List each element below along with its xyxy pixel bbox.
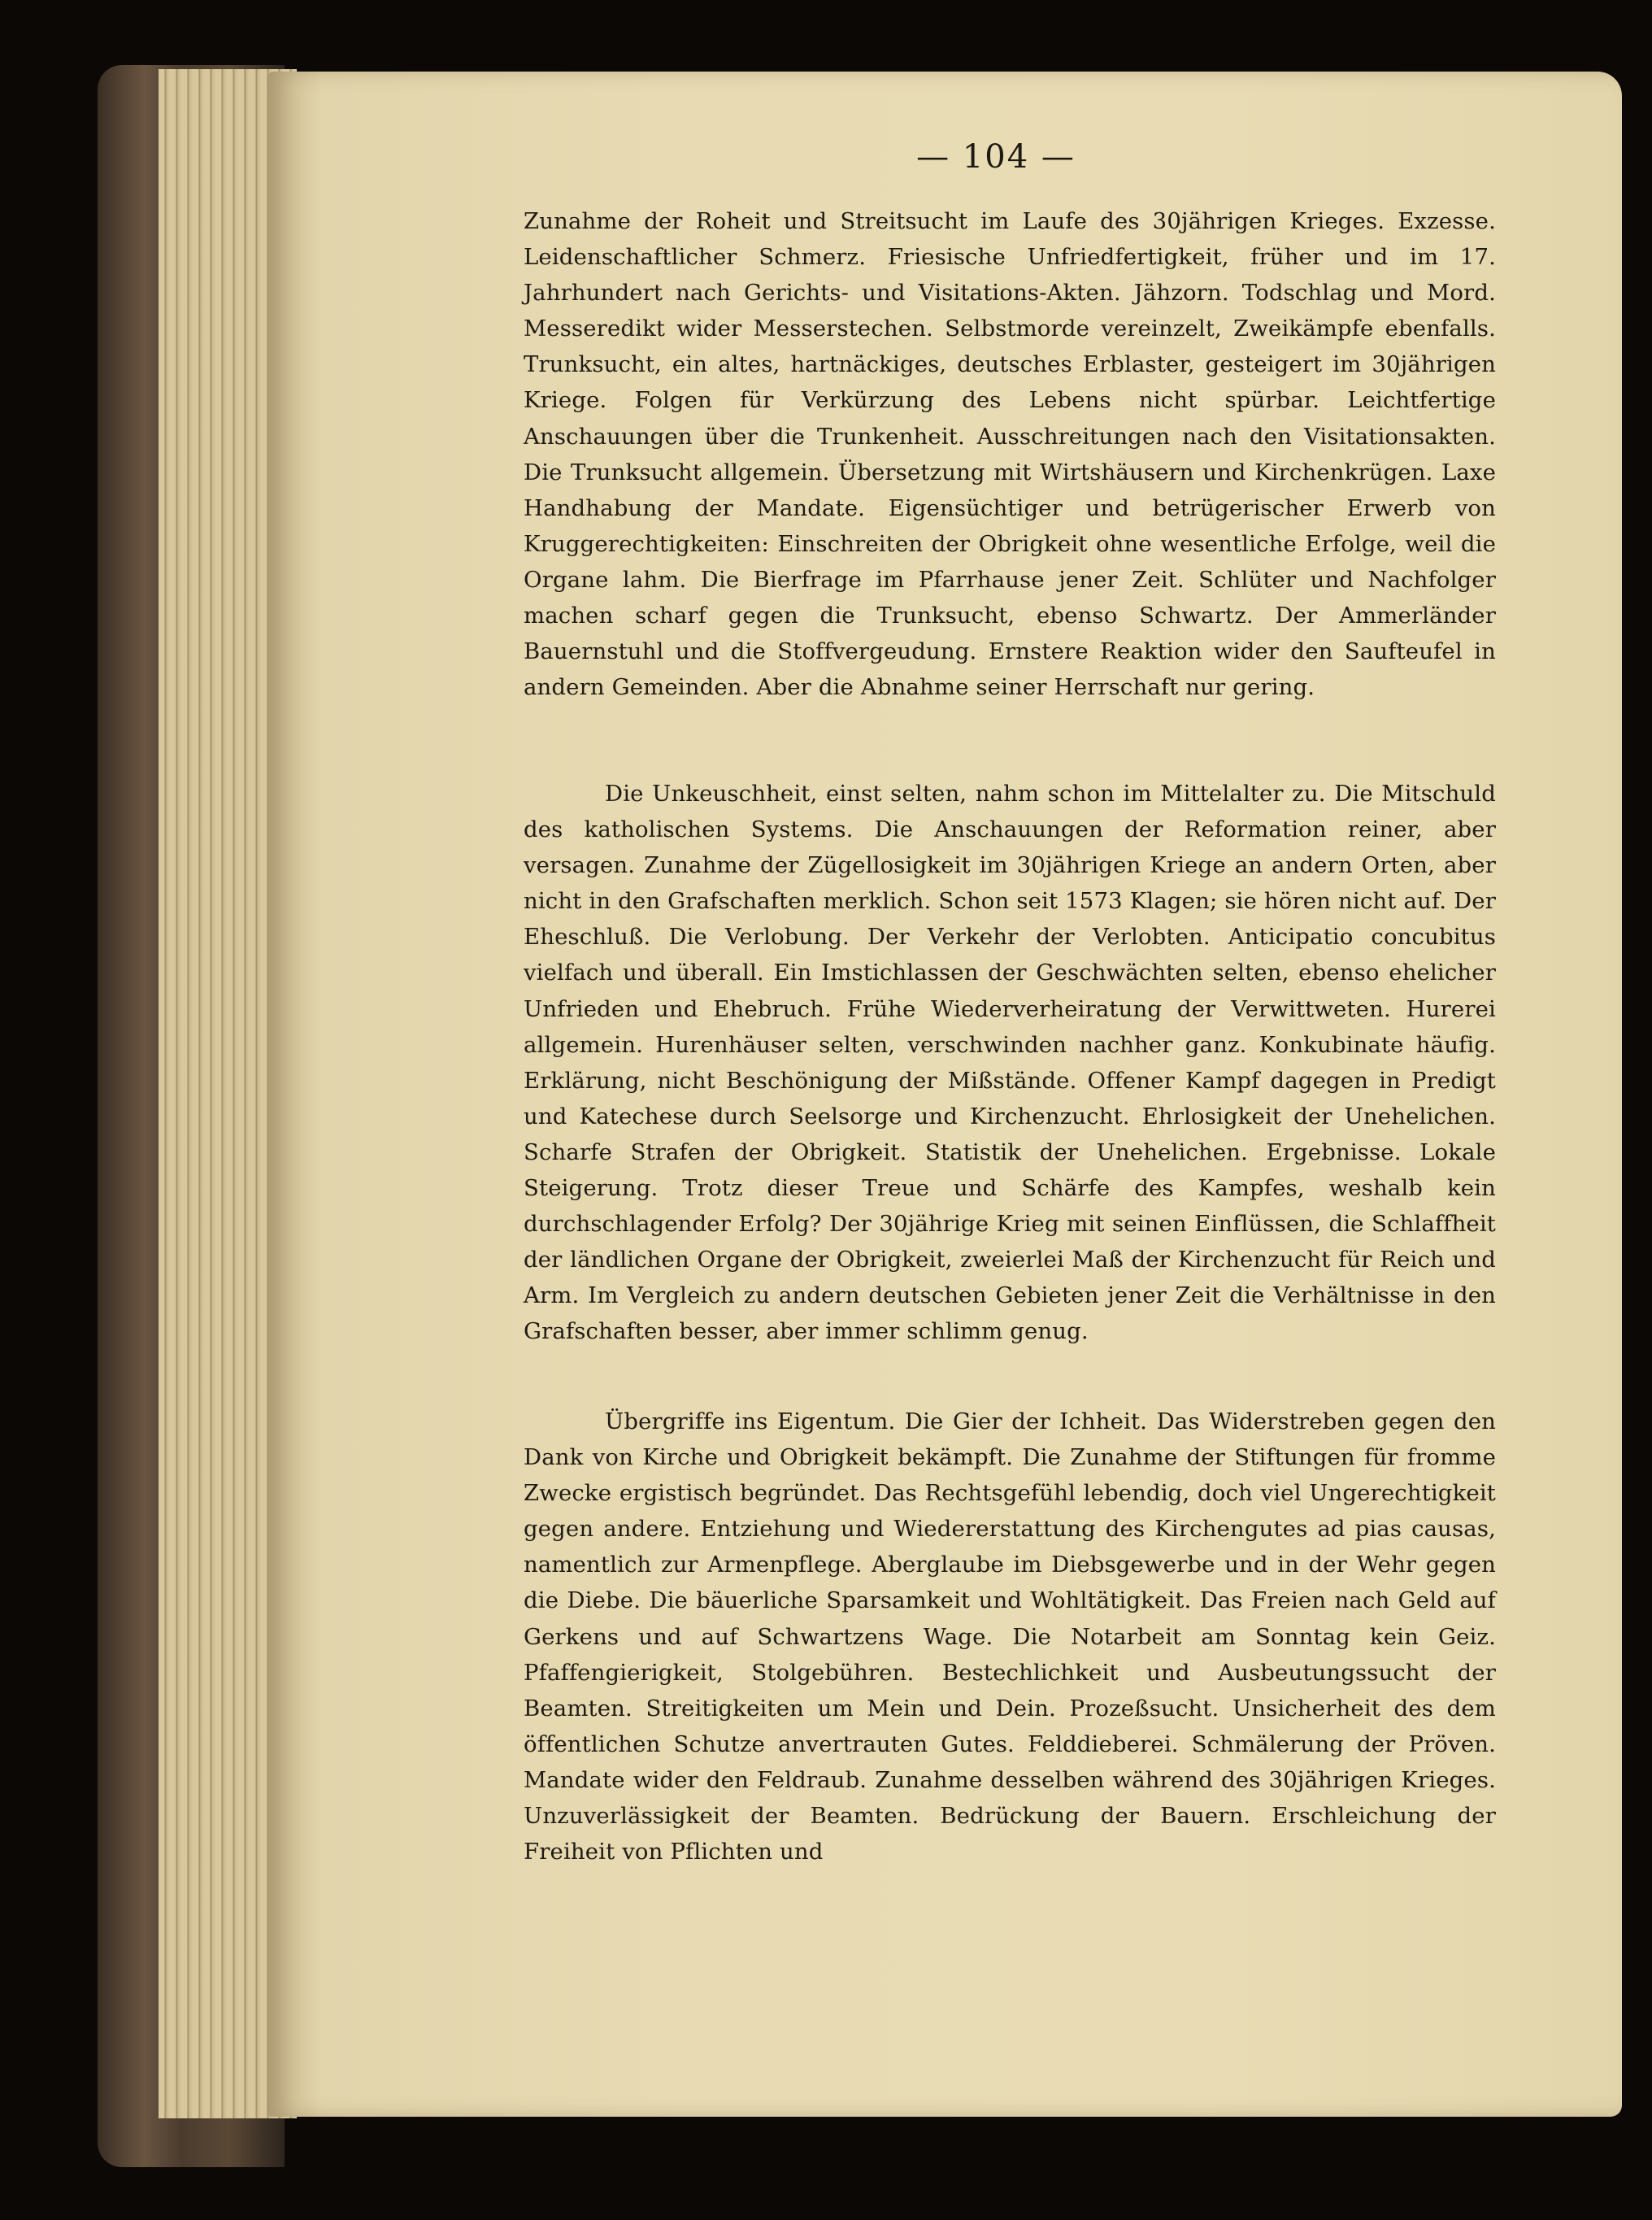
paragraph-unkeuschheit: Die Unkeuschheit, einst selten, nahm schon im Mittelalter zu. Die Mitschuld des katholischen Systems. Die Anschauungen der Reformation reiner, aber versagen. Zunahme der Zügellosigkeit im 30jährigen Kriege an andern Orten, aber nicht in den Grafschaften merklich. Schon seit 1573 Klagen; sie hören nicht auf. Der Eheschluß. Die Verlobung. Der Verkehr der Verlobten. Anticipatio concubitus vielfach und überall. Ein Imstichlassen der Geschwächten selten, ebenso ehelicher Unfrieden und Ehebruch. Frühe Wiederverheiratung der Verwittweten. Hurerei allgemein. Hurenhäuser selten, verschwinden nachher ganz. Konkubinate häufig. Erklärung, nicht Beschönigung der Mißstände. Offener Kampf dagegen in Predigt und Katechese durch Seelsorge und Kirchenzucht. Ehrlosigkeit der Unehelichen. Scharfe Strafen der Obrigkeit. Statistik der Unehelichen. Ergebnisse. Lokale Steigerung. Trotz dieser Treue und Schärfe des Kampfes, weshalb kein durchschlagender Erfolg? Der 30jährige Krieg mit seinen Einflüssen, die Schlaffheit der ländlichen Organe der Obrigkeit, zweierlei Maß der Kirchenzucht für Reich und Arm. Im Vergleich zu andern deutschen Gebieten jener Zeit die Verhältnisse in den Grafschaften besser, aber immer schlimm genug. bbox=[524, 781, 1496, 1345]
paragraph-roheit-trunksucht: Zunahme der Roheit und Streitsucht im Laufe des 30jährigen Krieges. Exzesse. Leidenschaftlicher Schmerz. Friesische Unfriedfertigkeit, früher und im 17. Jahrhundert nach Gerichts- und Visitations-Akten. Jähzorn. Todschlag und Mord. Messeredikt wider Messerstechen. Selbstmorde vereinzelt, Zweikämpfe ebenfalls. Trunksucht, ein altes, hartnäckiges, deutsches Erblaster, gesteigert im 30jährigen Kriege. Folgen für Verkürzung des Lebens nicht spürbar. Leichtfertige Anschauungen über die Trunkenheit. Ausschreitungen nach den Visitationsakten. Die Trunksucht allgemein. Übersetzung mit Wirtshäusern und Kirchenkrügen. Laxe Handhabung der Mandate. Eigensüchtiger und betrügerischer Erwerb von Kruggerechtigkeiten: Einschreiten der Obrigkeit ohne wesentliche Erfolge, weil die Organe lahm. Die Bierfrage im Pfarrhause jener Zeit. Schlüter und Nachfolger machen scharf gegen die Trunksucht, ebenso Schwartz. Der Ammerländer Bauernstuhl und die Stoffvergeudung. Ernstere Reaktion wider den Saufteufel in andern Gemeinden. Aber die Abnahme seiner Herrschaft nur gering. bbox=[524, 208, 1496, 701]
page-number: — 104 — bbox=[916, 138, 1076, 176]
paragraph-eigentum: Übergriffe ins Eigentum. Die Gier der Ichheit. Das Widerstreben gegen den Dank von Kirche und Obrigkeit bekämpft. Die Zunahme der Stiftungen für fromme Zwecke ergistisch begründet. Das Rechtsgefühl lebendig, doch viel Ungerechtigkeit gegen andere. Entziehung und Wiedererstattung des Kirchengutes ad pias causas, namentlich zur Armenpflege. Aberglaube im Diebsgewerbe und in der Wehr gegen die Diebe. Die bäuerliche Sparsamkeit und Wohltätigkeit. Das Freien nach Geld auf Gerkens und auf Schwartzens Wage. Die Notarbeit am Sonntag kein Geiz. Pfaffengierigkeit, Stolgebühren. Bestechlichkeit und Ausbeutungssucht der Beamten. Streitigkeiten um Mein und Dein. Prozeßsucht. Unsicherheit des dem öffentlichen Schutze anvertrauten Gutes. Felddieberei. Schmälerung der Pröven. Mandate wider den Feldraub. Zunahme desselben während des 30jährigen Krieges. Unzuverlässigkeit der Beamten. Bedrückung der Bauern. Erschleichung der Freiheit von Pflichten und bbox=[524, 1408, 1496, 1865]
